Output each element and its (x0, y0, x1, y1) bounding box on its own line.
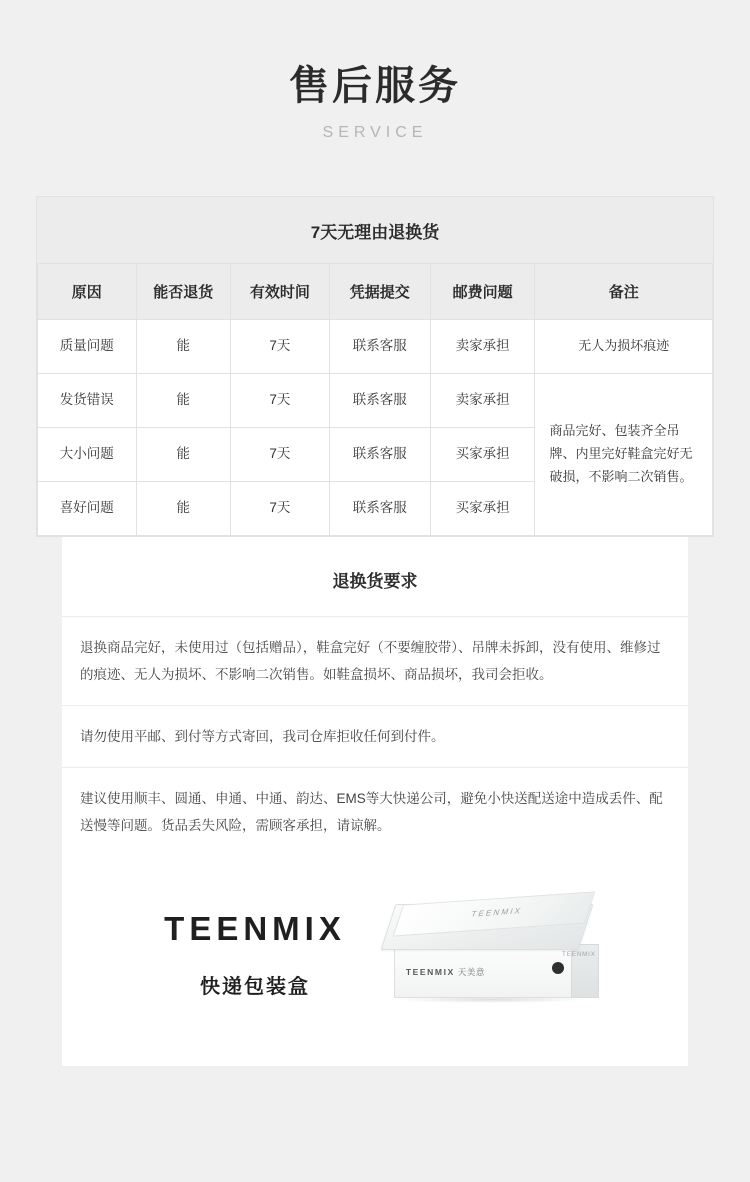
cell-proof: 联系客服 (329, 320, 430, 374)
requirement-item: 请勿使用平邮、到付等方式寄回，我司仓库拒收任何到付件。 (62, 705, 688, 767)
cell-valid-time: 7天 (231, 427, 330, 481)
page-subtitle: SERVICE (322, 124, 428, 141)
policy-table-title: 7天无理由退换货 (37, 197, 713, 264)
cell-merged-note: 商品完好、包装齐全吊牌、内里完好鞋盒完好无破损，不影响二次销售。 (535, 373, 713, 535)
cell-shipping-fee: 卖家承担 (430, 373, 535, 427)
brand-name: TEENMIX (164, 910, 346, 948)
cell-shipping-fee: 买家承担 (430, 427, 535, 481)
box-front-label-en: TEENMIX (405, 966, 455, 977)
cell-returnable: 能 (136, 481, 231, 535)
cell-note: 无人为损坏痕迹 (535, 320, 713, 374)
page-title: 售后服务 (289, 64, 461, 108)
cell-proof: 联系客服 (329, 481, 430, 535)
cell-proof: 联系客服 (329, 373, 430, 427)
cell-returnable: 能 (136, 427, 231, 481)
cell-reason: 喜好问题 (38, 481, 137, 535)
cell-valid-time: 7天 (231, 373, 330, 427)
requirements-card (62, 537, 688, 856)
box-lid-label: TEENMIX (469, 905, 524, 919)
column-header-shipping-fee: 邮费问题 (430, 264, 535, 320)
page-header (0, 0, 750, 142)
cell-reason: 质量问题 (38, 320, 137, 374)
cell-reason: 发货错误 (38, 373, 137, 427)
table-row (38, 320, 713, 374)
cell-returnable: 能 (136, 373, 231, 427)
policy-table-card (36, 196, 714, 537)
cell-reason: 大小问题 (38, 427, 137, 481)
cell-shipping-fee: 卖家承担 (430, 320, 535, 374)
table-header-row (38, 264, 713, 320)
brand-subtitle: 快递包装盒 (200, 976, 310, 999)
brand-text-group (152, 910, 346, 999)
column-header-returnable: 能否退货 (136, 264, 231, 320)
box-front-label-cn: 天美意 (457, 966, 485, 977)
requirement-item: 退换商品完好，未使用过（包括赠品），鞋盒完好（不要缠胶带）、吊牌未拆卸，没有使用、维修过的痕迹、无人为损坏、不影响二次销售。如鞋盒损坏、商品损坏，我司会拒收。 (62, 616, 688, 705)
box-handle-hole-icon (552, 962, 564, 974)
requirements-title: 退换货要求 (62, 537, 688, 616)
column-header-reason: 原因 (38, 264, 137, 320)
shoe-box-image (380, 896, 598, 1014)
cell-proof: 联系客服 (329, 427, 430, 481)
box-side-label: TEENMIX (562, 951, 596, 958)
requirement-item: 建议使用顺丰、圆通、申通、中通、韵达、EMS等大快递公司，避免小快送配送途中造成丢件、配送慢等问题。货品丢失风险，需顾客承担，请谅解。 (62, 767, 688, 856)
cell-shipping-fee: 买家承担 (430, 481, 535, 535)
cell-valid-time: 7天 (231, 320, 330, 374)
column-header-valid-time: 有效时间 (231, 264, 330, 320)
brand-package-block (62, 856, 688, 1066)
policy-table (37, 264, 713, 536)
table-row (38, 373, 713, 427)
column-header-note: 备注 (535, 264, 713, 320)
box-front-label (406, 966, 485, 978)
column-header-proof: 凭据提交 (329, 264, 430, 320)
cell-returnable: 能 (136, 320, 231, 374)
cell-valid-time: 7天 (231, 481, 330, 535)
